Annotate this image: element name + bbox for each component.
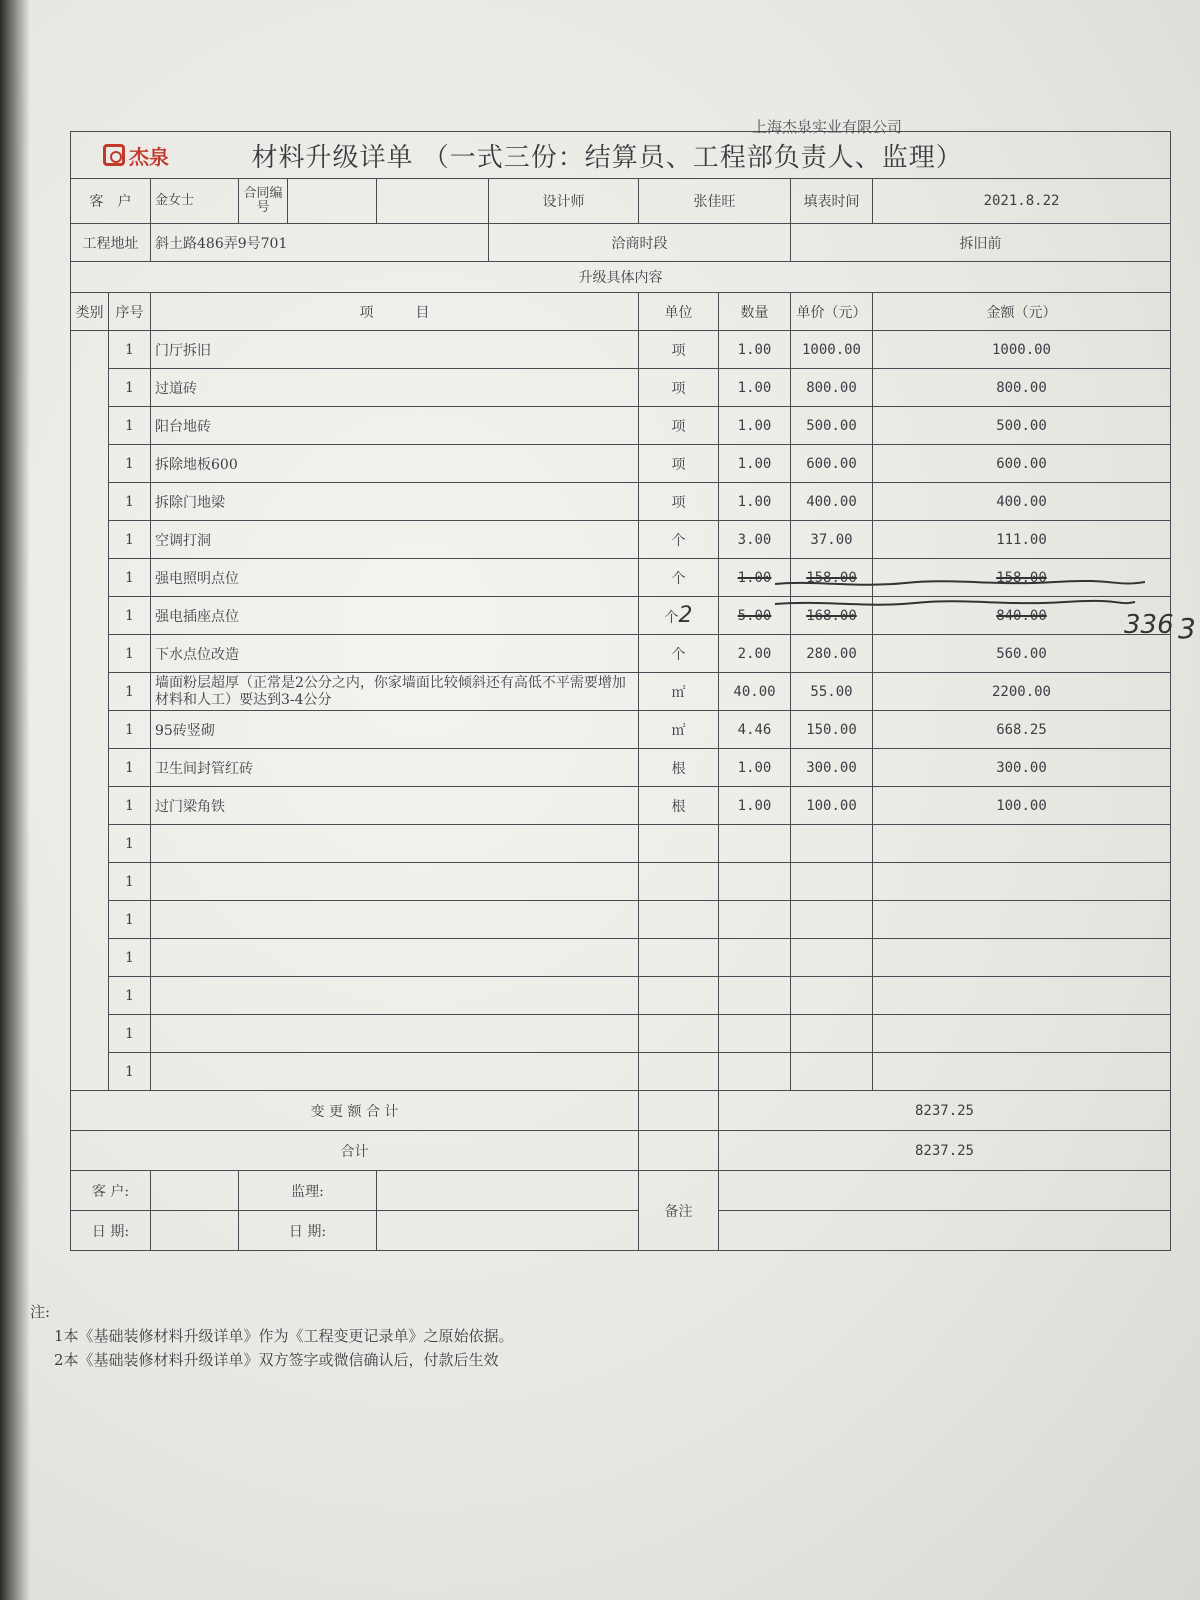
row-unit <box>639 825 719 863</box>
row-unit: ㎡ <box>639 711 719 749</box>
row-item: 强电插座点位 <box>151 597 639 635</box>
row-item <box>151 863 639 901</box>
row-seq: 1 <box>109 825 151 863</box>
sign-customer-field <box>151 1171 239 1211</box>
row-amount: 158.00 <box>873 559 1171 597</box>
row-amount: 840.00 <box>873 597 1171 635</box>
row-seq: 1 <box>109 977 151 1015</box>
row-amount: 111.00 <box>873 521 1171 559</box>
header-row-1 <box>71 179 1171 224</box>
total-row <box>71 1131 1171 1171</box>
sign-date-label: 日 期: <box>71 1211 151 1251</box>
row-price: 150.00 <box>791 711 873 749</box>
row-price: 37.00 <box>791 521 873 559</box>
row-seq: 1 <box>109 939 151 977</box>
col-amount: 金额（元） <box>873 293 1171 331</box>
notes <box>30 1300 514 1372</box>
row-price <box>791 825 873 863</box>
col-item: 项 目 <box>151 293 639 331</box>
row-seq: 1 <box>109 331 151 369</box>
row-amount <box>873 901 1171 939</box>
table-row <box>71 483 1171 521</box>
row-unit: 项 <box>639 369 719 407</box>
section-title-row <box>71 262 1171 293</box>
row-qty: 1.00 <box>719 369 791 407</box>
row-amount: 2200.00 <box>873 673 1171 711</box>
table-row <box>71 977 1171 1015</box>
row-seq: 1 <box>109 559 151 597</box>
notes-heading: 注: <box>30 1303 51 1321</box>
row-item <box>151 1053 639 1091</box>
row-qty <box>719 825 791 863</box>
row-seq: 1 <box>109 863 151 901</box>
note-line-1: 1本《基础装修材料升级详单》作为《工程变更记录单》之原始依据。 <box>54 1327 514 1345</box>
row-item: 卫生间封管红砖 <box>151 749 639 787</box>
sign-supervisor-field <box>377 1171 639 1211</box>
signature-row-1 <box>71 1171 1171 1211</box>
row-unit <box>639 597 719 635</box>
row-unit: 根 <box>639 749 719 787</box>
table-row <box>71 711 1171 749</box>
row-price: 300.00 <box>791 749 873 787</box>
negotiation-label: 洽商时段 <box>489 224 791 262</box>
table-row <box>71 1053 1171 1091</box>
row-seq: 1 <box>109 901 151 939</box>
row-price <box>791 1053 873 1091</box>
col-category: 类别 <box>71 293 109 331</box>
row-seq: 1 <box>109 1015 151 1053</box>
row-price <box>791 901 873 939</box>
row-seq: 1 <box>109 521 151 559</box>
sign-supervisor-label: 监理: <box>239 1171 377 1211</box>
row-qty: 5.00 <box>719 597 791 635</box>
row-seq: 1 <box>109 787 151 825</box>
row-item <box>151 1015 639 1053</box>
row-seq: 1 <box>109 597 151 635</box>
designer-value: 张佳旺 <box>639 179 791 224</box>
row-price: 158.00 <box>791 559 873 597</box>
col-price: 单价（元） <box>791 293 873 331</box>
row-unit-text: 个 <box>664 610 679 626</box>
row-qty: 1.00 <box>719 445 791 483</box>
table-row <box>71 407 1171 445</box>
table-row <box>71 901 1171 939</box>
row-unit: 项 <box>639 331 719 369</box>
row-qty: 1.00 <box>719 787 791 825</box>
table-row <box>71 863 1171 901</box>
item-rows <box>71 331 1171 1091</box>
table-row <box>71 787 1171 825</box>
row-amount: 100.00 <box>873 787 1171 825</box>
section-title: 升级具体内容 <box>71 262 1171 293</box>
row-unit <box>639 977 719 1015</box>
col-seq: 序号 <box>109 293 151 331</box>
row-qty: 1.00 <box>719 559 791 597</box>
row-price: 55.00 <box>791 673 873 711</box>
contract-label: 合同编号 <box>239 179 288 223</box>
row-item <box>151 939 639 977</box>
upgrade-form <box>70 131 1170 1251</box>
remarks-field-1 <box>719 1171 1171 1211</box>
designer-label: 设计师 <box>489 179 639 224</box>
sign-date-field <box>151 1211 239 1251</box>
row-amount: 600.00 <box>873 445 1171 483</box>
row-price <box>791 1015 873 1053</box>
note-line-2: 2本《基础装修材料升级详单》双方签字或微信确认后，付款后生效 <box>54 1351 499 1369</box>
row-qty <box>719 977 791 1015</box>
row-amount <box>873 977 1171 1015</box>
table-row <box>71 559 1171 597</box>
row-price <box>791 863 873 901</box>
table-row <box>71 331 1171 369</box>
row-qty <box>719 901 791 939</box>
change-total-label: 变 更 额 合 计 <box>71 1091 639 1131</box>
negotiation-value: 拆旧前 <box>791 224 1171 262</box>
row-item: 墙面粉层超厚（正常是2公分之内，你家墙面比较倾斜还有高低不平需要增加材料和人工）要达到3-4公分 <box>151 673 639 711</box>
row-qty: 2.00 <box>719 635 791 673</box>
logo-text: 杰泉 <box>129 144 169 169</box>
table-row <box>71 597 1171 635</box>
table-row <box>71 749 1171 787</box>
row-item <box>151 825 639 863</box>
signature-row-2 <box>71 1211 1171 1251</box>
row-item: 过门梁角铁 <box>151 787 639 825</box>
row-price: 500.00 <box>791 407 873 445</box>
row-amount: 1000.00 <box>873 331 1171 369</box>
table-row <box>71 939 1171 977</box>
col-qty: 数量 <box>719 293 791 331</box>
row-amount: 800.00 <box>873 369 1171 407</box>
contract-value-cell <box>377 179 489 224</box>
row-amount: 400.00 <box>873 483 1171 521</box>
row-item: 下水点位改造 <box>151 635 639 673</box>
row-unit <box>639 863 719 901</box>
table-row <box>71 1015 1171 1053</box>
remarks-field-2 <box>719 1211 1171 1251</box>
row-price: 280.00 <box>791 635 873 673</box>
row-unit: 项 <box>639 483 719 521</box>
row-item: 门厅拆旧 <box>151 331 639 369</box>
page-edge-shadow <box>0 0 30 1600</box>
row-qty <box>719 939 791 977</box>
row-price: 800.00 <box>791 369 873 407</box>
sign-customer-label: 客 户: <box>71 1171 151 1211</box>
row-qty: 3.00 <box>719 521 791 559</box>
logo-icon <box>103 144 125 166</box>
row-qty <box>719 863 791 901</box>
header-row-2 <box>71 224 1171 262</box>
row-price: 100.00 <box>791 787 873 825</box>
form-title: 材料升级详单 （一式三份：结算员、工程部负责人、监理） <box>251 142 963 173</box>
change-total-value: 8237.25 <box>719 1091 1171 1131</box>
company-name: 上海杰泉实业有限公司 <box>752 118 903 136</box>
row-unit: 个 <box>639 635 719 673</box>
row-unit: 项 <box>639 407 719 445</box>
customer-value: 金女士 <box>151 179 239 224</box>
row-seq: 1 <box>109 407 151 445</box>
row-unit <box>639 1053 719 1091</box>
table-row <box>71 521 1171 559</box>
row-qty <box>719 1053 791 1091</box>
category-cell <box>71 331 109 1091</box>
remarks-label: 备注 <box>639 1171 719 1251</box>
row-unit <box>639 901 719 939</box>
fill-time-label: 填表时间 <box>791 179 873 224</box>
change-total-row <box>71 1091 1171 1131</box>
handwritten-qty-correction: 2 <box>678 603 693 628</box>
row-item: 阳台地砖 <box>151 407 639 445</box>
table-row <box>71 445 1171 483</box>
sign-date2-field <box>377 1211 639 1251</box>
row-seq: 1 <box>109 673 151 711</box>
table-row <box>71 825 1171 863</box>
row-seq: 1 <box>109 369 151 407</box>
address-label: 工程地址 <box>71 224 151 262</box>
row-price: 1000.00 <box>791 331 873 369</box>
column-header-row <box>71 293 1171 331</box>
row-price <box>791 977 873 1015</box>
title-row <box>71 132 1171 179</box>
table-row <box>71 673 1171 711</box>
row-item: 拆除门地梁 <box>151 483 639 521</box>
row-qty: 1.00 <box>719 331 791 369</box>
row-amount <box>873 863 1171 901</box>
row-amount <box>873 1015 1171 1053</box>
total-value: 8237.25 <box>719 1131 1171 1171</box>
row-amount: 560.00 <box>873 635 1171 673</box>
row-unit: ㎡ <box>639 673 719 711</box>
row-seq: 1 <box>109 1053 151 1091</box>
table-row <box>71 635 1171 673</box>
row-amount: 668.25 <box>873 711 1171 749</box>
col-unit: 单位 <box>639 293 719 331</box>
row-unit: 项 <box>639 445 719 483</box>
row-item: 过道砖 <box>151 369 639 407</box>
row-qty: 4.46 <box>719 711 791 749</box>
sign-date2-label: 日 期: <box>239 1211 377 1251</box>
row-unit <box>639 939 719 977</box>
address-value: 斜土路486弄9号701 <box>151 224 489 262</box>
row-unit: 根 <box>639 787 719 825</box>
row-item: 空调打洞 <box>151 521 639 559</box>
row-qty: 1.00 <box>719 483 791 521</box>
row-unit: 个 <box>639 559 719 597</box>
row-seq: 1 <box>109 711 151 749</box>
row-qty <box>719 1015 791 1053</box>
row-seq: 1 <box>109 749 151 787</box>
row-item: 95砖竖砌 <box>151 711 639 749</box>
row-amount <box>873 1053 1171 1091</box>
row-seq: 1 <box>109 635 151 673</box>
row-qty: 1.00 <box>719 749 791 787</box>
handwritten-margin-note: 3 <box>1178 612 1196 645</box>
row-qty: 1.00 <box>719 407 791 445</box>
row-amount <box>873 939 1171 977</box>
row-qty: 40.00 <box>719 673 791 711</box>
row-seq: 1 <box>109 445 151 483</box>
total-label: 合计 <box>71 1131 639 1171</box>
row-amount: 500.00 <box>873 407 1171 445</box>
row-price: 400.00 <box>791 483 873 521</box>
customer-label: 客 户 <box>71 179 151 224</box>
row-unit: 个 <box>639 521 719 559</box>
row-amount <box>873 825 1171 863</box>
handwritten-amount-correction: 336 <box>1124 610 1174 640</box>
row-item <box>151 901 639 939</box>
row-unit <box>639 1015 719 1053</box>
row-price: 600.00 <box>791 445 873 483</box>
row-item: 拆除地板600 <box>151 445 639 483</box>
row-item: 强电照明点位 <box>151 559 639 597</box>
table-row <box>71 369 1171 407</box>
row-item <box>151 977 639 1015</box>
row-price <box>791 939 873 977</box>
form-table <box>70 131 1171 1251</box>
row-seq: 1 <box>109 483 151 521</box>
company-logo <box>103 141 169 170</box>
row-price: 168.00 <box>791 597 873 635</box>
row-amount: 300.00 <box>873 749 1171 787</box>
fill-time-value: 2021.8.22 <box>873 179 1171 224</box>
